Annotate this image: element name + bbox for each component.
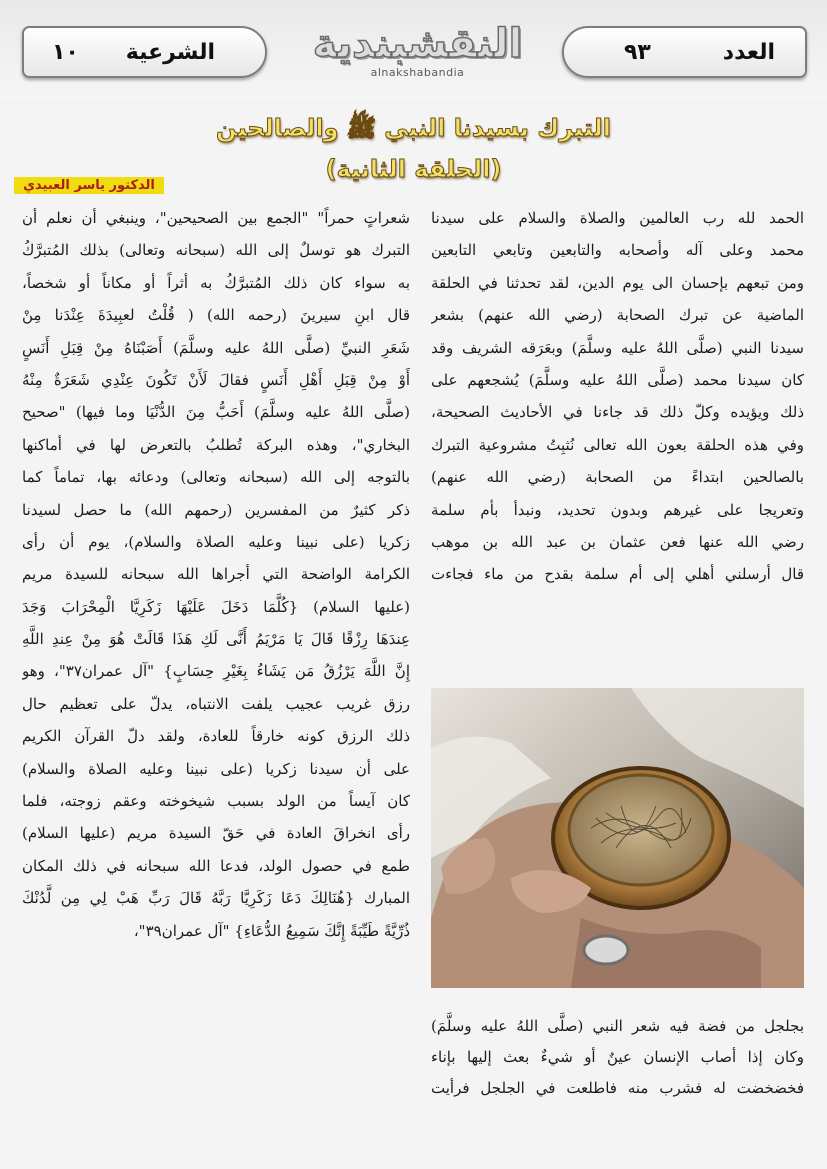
logo-subtitle: alnakshabandia bbox=[370, 66, 465, 79]
text-line: البخاري"، وهذه البركة تُطلبُ بالتعرض لها في أماكنها bbox=[22, 435, 410, 454]
section-name: الشرعية bbox=[125, 39, 215, 65]
text-line: وكان إذا أصاب الإنسان عينٌ أو شيءٌ بعث إليها بإناء bbox=[431, 1048, 804, 1066]
text-line: فخضخضت له فشرب منه فاطلعت في الجلجل فرأيت bbox=[431, 1079, 804, 1097]
magazine-logo bbox=[300, 18, 535, 88]
author-name: الدكتور ياسر العبيدي bbox=[14, 177, 164, 194]
left-column bbox=[22, 202, 410, 947]
text-line: وفي هذه الحلقة بعون الله تعالى نُثبِتُ مشروعية التبرك bbox=[431, 435, 804, 454]
issue-tag bbox=[562, 26, 807, 78]
text-line: بالصالحين ابتداءً من الصحابة (رضي الله عنهم) bbox=[431, 468, 804, 487]
text-line: الحمد لله رب العالمين والصلاة والسلام على سيدنا bbox=[431, 209, 804, 227]
text-line: الماضية عن تبرك الصحابة (رضي الله عنهم) بشعر bbox=[431, 306, 804, 325]
text-line: زكريا (على نبينا وعليه الصلاة والسلام)، يوم أن رأى bbox=[22, 532, 410, 551]
article-subtitle: (الحلقة الثانية) bbox=[325, 155, 502, 183]
text-line: رأى انخراقَ العادة في حَقّ السيدة مريم (عليها السلام) bbox=[22, 824, 410, 843]
text-line: وتعريجا على غيرهم وبدون تحديد، ونبدأ بأم سلمة bbox=[431, 500, 804, 519]
text-line: كان آيساً من الولد بسبب شيخوخته وعقم زوجته، فلما bbox=[22, 792, 410, 811]
text-line: قال ابنِ سيرينَ (رحمه الله) ( قُلْتُ لعبِيدَةَ عِنْدَنا مِنْ bbox=[22, 306, 410, 325]
page-number: ١٠ bbox=[52, 39, 79, 65]
text-line: الكرامة الواضحة التي أجراها الله سبحانه للسيدة مريم bbox=[22, 565, 410, 584]
text-line: قال أرسلني أهلي إلى أم سلمة بقدح من ماء فجاءت bbox=[431, 565, 804, 584]
text-line: بجلجل من فضة فيه شعر النبي (صلَّى اللهُ عليه وسلَّمَ) bbox=[431, 1017, 804, 1035]
text-line: رضي الله عنها فعن عثمان بن عبد الله بن موهب bbox=[431, 532, 804, 551]
text-line: سيدنا النبي (صلَّى اللهُ عليه وسلَّمَ) وبعَرَقه الشريف وقد bbox=[431, 338, 804, 357]
relic-hair-bowl-photo bbox=[431, 688, 804, 988]
text-line: (صلَّى اللهُ عليه وسلَّمَ) أَحَبُّ مِنَ الدُّنْيَا وما فيها) "صحيح bbox=[22, 403, 410, 422]
text-line: (عليها السلام) {كُلَّمَا دَخَلَ عَلَيْهَا زَكَرِيَّا الْمِحْرَابَ وَجَدَ bbox=[22, 597, 410, 616]
text-line: ذلك الرزق كونه خارقاً للعادة، ولقد دلّ القرآن الكريم bbox=[22, 727, 410, 746]
issue-label: العدد bbox=[722, 39, 775, 65]
text-line: ذكر كثيرٌ من المفسرين (رحمهم الله) ما حصل لسيدنا bbox=[22, 500, 410, 519]
text-line: محمد وعلى آله وأصحابه والتابعين وتابعي التابعين bbox=[431, 241, 804, 260]
text-line: شعراتٍ حمراً" "الجمع بين الصحيحين"، وينبغي أن نعلم أن bbox=[22, 209, 410, 227]
text-line: شَعَرِ النبيِّ (صلَّى اللهُ عليه وسلَّمَ) أَصَبْنَاهُ مِنْ قِبَلِ أَنَسٍ bbox=[22, 338, 410, 357]
text-line: التبرك هو توسلٌ إلى الله (سبحانه وتعالى) بذلك المُتبرَّكُ bbox=[22, 241, 410, 260]
logo-title: النقشبندية bbox=[312, 21, 523, 67]
text-line: بالتوجه إلى الله (سبحانه وتعالى) ودعائه بها، تماماً كما bbox=[22, 468, 410, 487]
right-column-continued bbox=[431, 1011, 804, 1104]
section-tag bbox=[22, 26, 267, 78]
text-line: المبارك {هُنَالِكَ دَعَا زَكَرِيَّا رَبَّهُ قَالَ رَبِّ هَبْ لِي مِن لَّدُنْكَ bbox=[22, 889, 410, 908]
text-line: رزق غريب عجيب يلفت الانتباه، يدلّ على تعظيم حال bbox=[22, 694, 410, 713]
text-line: كان سيدنا محمد (صلَّى اللهُ عليه وسلَّمَ) يُشجعهم على bbox=[431, 370, 804, 389]
text-line: أَوْ مِنْ قِبَلِ أَهْلِ أَنَسٍ فقالَ لَأَنْ تَكُونَ عِنْدِي شَعَرَةٌ مِنْهُ bbox=[22, 370, 410, 389]
right-column bbox=[431, 202, 804, 591]
text-line: ومن تبعهم بإحسان الى يوم الدين، لقد تحدثنا في الحلقة bbox=[431, 273, 804, 292]
text-line: عِندَهَا رِزْقًا قَالَ يَا مَرْيَمُ أَنَّى لَكِ هَذَا قَالَتْ هُوَ مِنْ عِندِ اللَّهِ bbox=[22, 630, 410, 649]
text-line: على أن سيدنا زكريا (على نبينا وعليه الصلاة والسلام) bbox=[22, 759, 410, 778]
text-line: طمع في حصول الولد، فدعا الله سبحانه في ذلك المكان bbox=[22, 856, 410, 875]
text-line: ذلك ويؤيده وكلّ ذلك قد جاءنا في الأحاديث الصحيحة، bbox=[431, 403, 804, 422]
text-line: ذُرِّيَّةً طَيِّبَةً إِنَّكَ سَمِيعُ الدُّعَاءِ} "آل عمران٣٩"، bbox=[133, 921, 410, 940]
issue-number: ٩٣ bbox=[624, 39, 651, 65]
text-line: إِنَّ اللَّهَ يَرْزُقُ مَن يَشَاءُ بِغَيْرِ حِسَابٍ} "آل عمران٣٧"، وهو bbox=[22, 662, 410, 681]
article-title: التبرك بسيدنا النبي ﷺ والصالحين bbox=[216, 114, 611, 142]
text-line: به سواء كان ذلك المُتبرَّكُ به أثراً أو مكاناً أو شخصاً، bbox=[22, 273, 410, 292]
